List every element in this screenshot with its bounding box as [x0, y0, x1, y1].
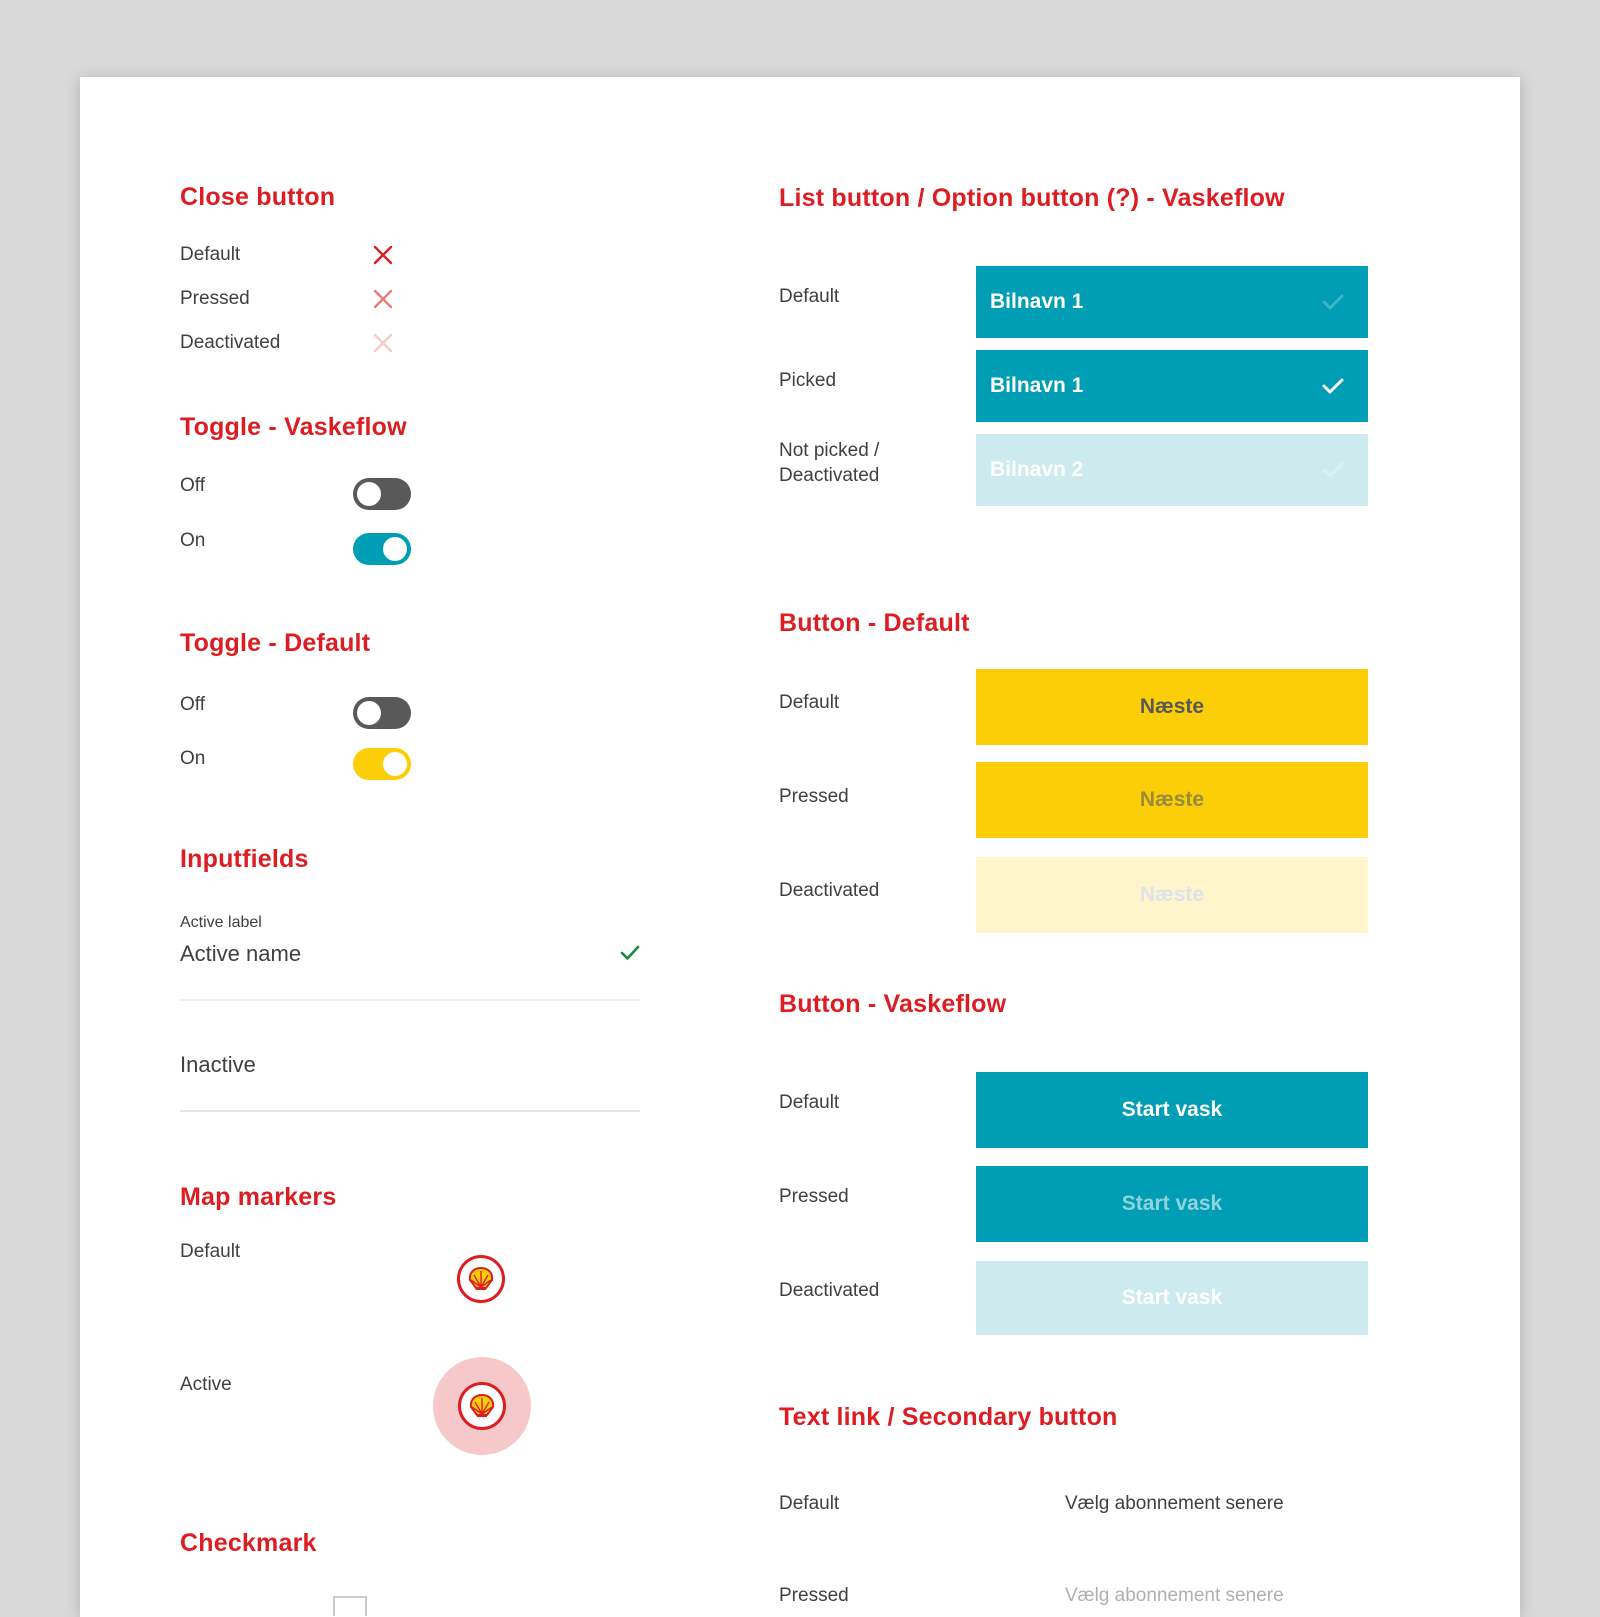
- choose-subscription-later-link-pressed[interactable]: Vælg abonnement senere: [1065, 1585, 1284, 1606]
- vask-pressed-label: Pressed: [779, 1186, 849, 1207]
- textlink-pressed-label: Pressed: [779, 1585, 849, 1606]
- button-default-heading: Button - Default: [779, 609, 970, 637]
- close-button-heading: Close button: [180, 183, 336, 211]
- next-button-deactivated: Næste: [976, 857, 1368, 933]
- map-marker-active[interactable]: [433, 1357, 531, 1455]
- button-vaskeflow-heading: Button - Vaskeflow: [779, 990, 1007, 1018]
- toggle-vaskeflow-on[interactable]: [353, 533, 411, 565]
- next-button-default[interactable]: Næste: [976, 669, 1368, 745]
- check-icon: [1322, 377, 1344, 395]
- vask-deactivated-label: Deactivated: [779, 1280, 880, 1301]
- close-default-label: Default: [180, 244, 241, 265]
- close-icon[interactable]: [372, 244, 394, 266]
- list-button-picked[interactable]: [976, 350, 1368, 422]
- btn-default-label: Default: [779, 692, 840, 713]
- active-name-input[interactable]: Active name: [180, 941, 302, 966]
- toggle-vaskeflow-heading: Toggle - Vaskeflow: [180, 413, 407, 441]
- valid-check-icon: [620, 944, 640, 962]
- btn-deactivated-label: Deactivated: [779, 880, 880, 901]
- close-pressed-label: Pressed: [180, 288, 250, 309]
- list-button-deactivated: [976, 434, 1368, 506]
- list-default-label: Default: [779, 286, 840, 307]
- textlink-default-label: Default: [779, 1493, 840, 1514]
- next-button-pressed[interactable]: Næste: [976, 762, 1368, 838]
- checkbox[interactable]: [333, 1596, 367, 1616]
- list-picked-label: Picked: [779, 370, 837, 391]
- toggle-vaskeflow-off[interactable]: [353, 478, 411, 510]
- list-button-text: Bilnavn 1: [990, 374, 1084, 397]
- toggle-default-on-label: On: [180, 748, 206, 769]
- check-icon: [1322, 461, 1344, 479]
- vask-default-label: Default: [779, 1092, 840, 1113]
- list-button-text: Bilnavn 2: [990, 458, 1084, 481]
- marker-default-label: Default: [180, 1241, 241, 1262]
- active-field-underline: [180, 999, 640, 1001]
- active-field-label: Active label: [180, 914, 262, 931]
- style-guide-sheet: [80, 77, 1520, 1617]
- toggle-vaskeflow-on-label: On: [180, 530, 206, 551]
- toggle-default-off[interactable]: [353, 697, 411, 729]
- shell-logo-icon: [468, 1267, 494, 1291]
- toggle-default-off-label: Off: [180, 694, 205, 715]
- inactive-field-underline: [180, 1110, 640, 1112]
- close-deactivated-label: Deactivated: [180, 332, 281, 353]
- toggle-knob: [357, 482, 381, 506]
- toggle-default-on[interactable]: [353, 748, 411, 780]
- marker-inner: [458, 1382, 506, 1430]
- toggle-vaskeflow-off-label: Off: [180, 475, 205, 496]
- toggle-knob: [383, 752, 407, 776]
- start-wash-button-default[interactable]: Start vask: [976, 1072, 1368, 1148]
- shell-logo-icon: [469, 1394, 495, 1418]
- inputfields-heading: Inputfields: [180, 845, 309, 873]
- list-button-default[interactable]: [976, 266, 1368, 338]
- list-button-text: Bilnavn 1: [990, 290, 1084, 313]
- list-button-heading: List button / Option button (?) - Vaskeflow: [779, 184, 1285, 212]
- marker-active-label: Active: [180, 1374, 232, 1395]
- choose-subscription-later-link[interactable]: Vælg abonnement senere: [1065, 1493, 1284, 1514]
- check-icon: [1322, 293, 1344, 311]
- map-markers-heading: Map markers: [180, 1183, 337, 1211]
- list-notpicked-label-line1: Not picked /: [779, 440, 880, 461]
- toggle-default-heading: Toggle - Default: [180, 629, 371, 657]
- list-notpicked-label-line2: Deactivated: [779, 465, 880, 486]
- map-marker-default[interactable]: [457, 1255, 505, 1303]
- checkmark-heading: Checkmark: [180, 1529, 317, 1557]
- close-icon-deactivated: [372, 332, 394, 354]
- start-wash-button-pressed[interactable]: Start vask: [976, 1166, 1368, 1242]
- start-wash-button-deactivated: Start vask: [976, 1261, 1368, 1335]
- btn-pressed-label: Pressed: [779, 786, 849, 807]
- close-icon-pressed[interactable]: [372, 288, 394, 310]
- inactive-input[interactable]: Inactive: [180, 1052, 256, 1077]
- toggle-knob: [383, 537, 407, 561]
- toggle-knob: [357, 701, 381, 725]
- text-link-heading: Text link / Secondary button: [779, 1403, 1118, 1431]
